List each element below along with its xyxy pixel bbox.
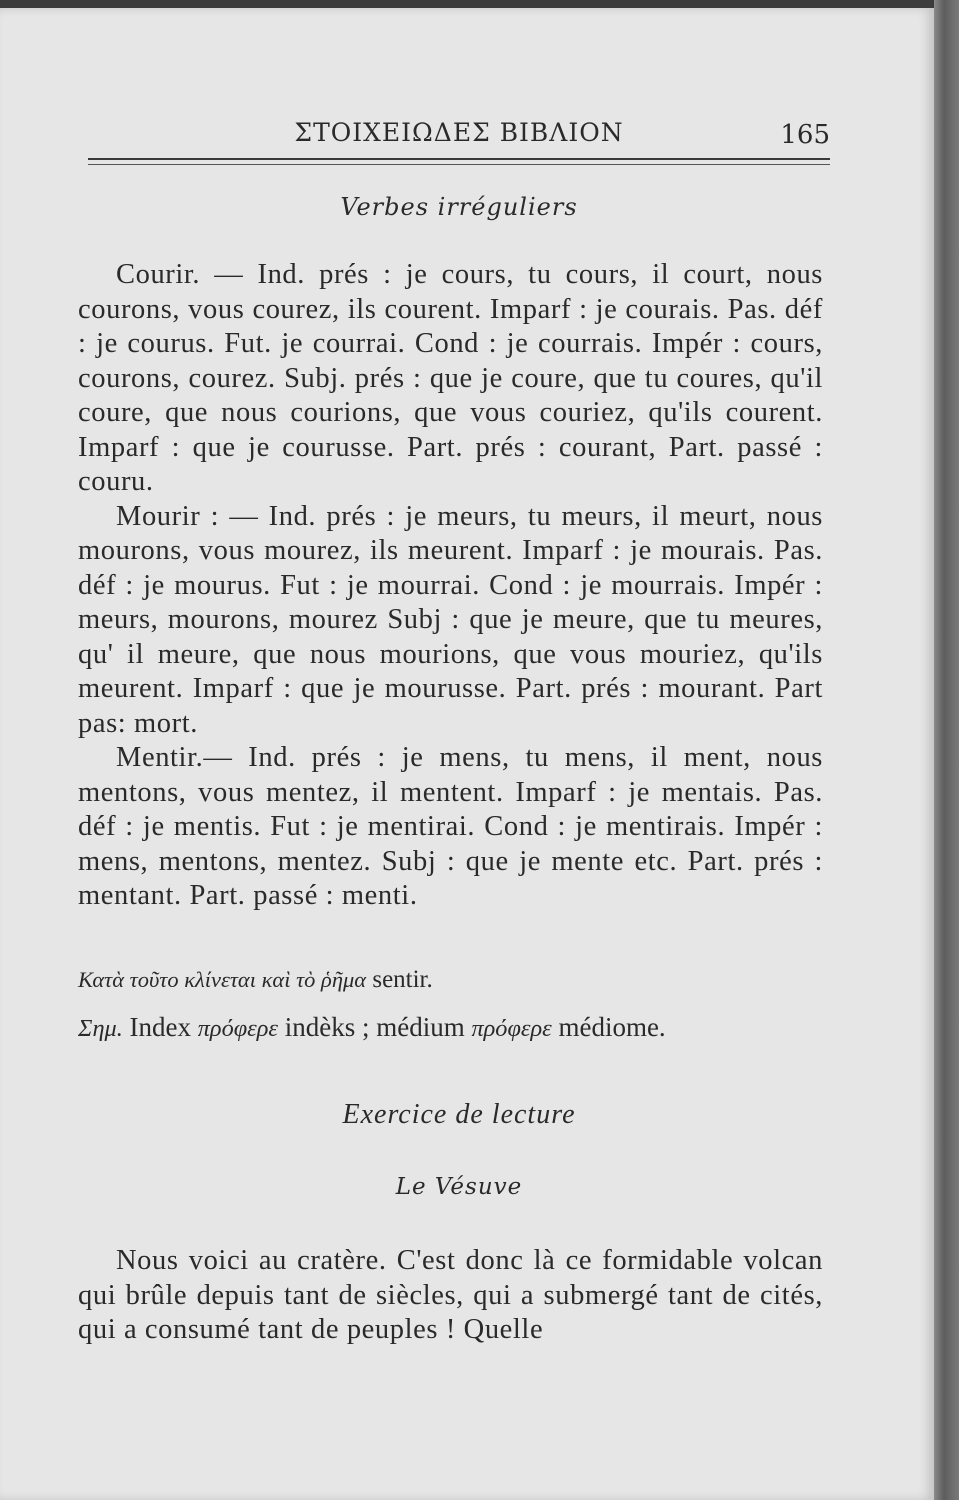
paragraph-mourir: Mourir : — Ind. prés : je meurs, tu meurs, il meurt, nous mourons, vous mourez, ils meurent. Imparf : je mourais. Pas. déf : je mourus. Fut : je mourrai. Cond : je mourrais. Impér : meurs, mourons, mourez Subj : que je meure, que tu meures, qu' il meure, que nous mourions, que vous mouriez, qu'ils meurent. Imparf : que je mourusse. Part. prés : mourant. Part pas: mort.	[78, 500, 823, 739]
exercise-title: Exercice de lecture	[342, 1099, 576, 1130]
paragraph-mentir: Mentir.— Ind. prés : je mens, tu mens, il ment, nous mentons, vous mentez, il mentent. Imparf : je mentais. Pas. déf : je mentis. Fut : je mentirai. Cond : je mentirais. Impér : mens, mentons, mentez. Subj : que je mente etc. Part. prés : mentant. Part. passé : menti.	[78, 742, 823, 911]
note-label: Σημ.	[78, 1015, 123, 1042]
paragraph-vesuve: Nous voici au cratère. C'est donc là ce formidable volcan qui brûle depuis tant de siècles, qui a submergé tant de cités, qui a consumé tant de peuples ! Quelle	[78, 1245, 823, 1345]
note-word-medium: indèks ; médium	[284, 1012, 465, 1042]
exercise-text	[78, 1244, 823, 1348]
book-page	[0, 8, 934, 1500]
note-word-index: Index	[129, 1012, 191, 1042]
note-greek-text: Κατὰ τοῦτο κλίνεται καὶ τὸ ῥῆμα	[78, 967, 367, 992]
note-verb: sentir.	[372, 966, 433, 993]
running-title: ΣΤΟΙΧΕΙΩΔΕΣ ΒΙΒΛΙΟΝ	[294, 118, 624, 147]
paragraph-courir: Courir. — Ind. prés : je cours, tu cours, il court, nous courons, vous courez, ils courent. Imparf : je courais. Pas. déf : je courus. Fut. je courrai. Cond : je courrais. Impér : cours, courons, courez. Subj. prés : que je coure, que tu coures, qu'il coure, que nous courions, que vous couriez, qu'ils courent. Imparf : que je courusse. Part. prés : courant, Part. passé : couru.	[78, 259, 823, 497]
scan-top-border	[0, 0, 959, 8]
note-greek-pronounce-2: πρόφερε	[471, 1015, 552, 1042]
note-sentir	[78, 966, 823, 994]
note-pronunciation	[78, 1012, 823, 1043]
note-greek-pronounce-1: πρόφερε	[197, 1015, 278, 1042]
note-pronunciation-medium: médiome.	[558, 1012, 666, 1042]
page-header	[88, 116, 830, 152]
exercise-subtitle: Le Vésuve	[395, 1174, 523, 1200]
conjugation-text	[78, 258, 823, 914]
section-title: Verbes irréguliers	[340, 193, 578, 221]
header-rule	[88, 158, 830, 160]
book-spine-edge	[934, 0, 959, 1500]
header-rule-thin	[88, 164, 830, 165]
page-number: 165	[780, 120, 830, 150]
